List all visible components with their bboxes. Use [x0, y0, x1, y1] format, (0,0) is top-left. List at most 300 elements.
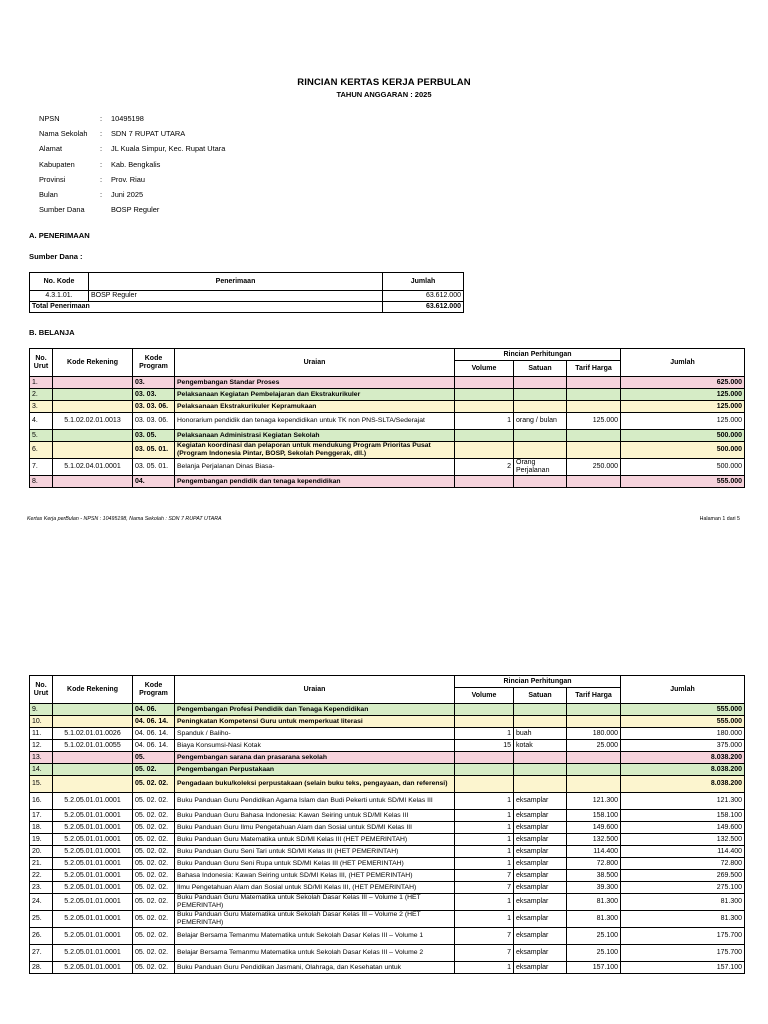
- belanja-row: [30, 389, 745, 401]
- belanja-tarif: 149.600: [567, 822, 621, 834]
- penerimaan-row: [30, 291, 464, 302]
- belanja-tarif: [567, 752, 621, 764]
- belanja-tarif: [567, 776, 621, 793]
- info-label: NPSN: [39, 114, 60, 123]
- belanja-tarif: 72.800: [567, 858, 621, 870]
- belanja-kode-rekening: 5.2.05.01.01.0001: [53, 810, 133, 822]
- belanja-volume: [455, 752, 514, 764]
- belanja-no: 17.: [30, 810, 53, 822]
- header-penerimaan: Penerimaan: [89, 273, 383, 291]
- belanja-volume: [455, 389, 514, 401]
- info-value: SDN 7 RUPAT UTARA: [111, 129, 186, 139]
- info-label: Sumber Dana: [39, 205, 85, 215]
- belanja-satuan: eksamplar: [514, 962, 567, 974]
- belanja-kode-rekening: [53, 476, 133, 488]
- belanja-uraian: Belanja Perjalanan Dinas Biasa-: [175, 459, 455, 476]
- belanja-kode-program: 03. 03.: [133, 389, 175, 401]
- belanja-satuan: [514, 389, 567, 401]
- belanja-kode-program: 05. 02. 02.: [133, 776, 175, 793]
- belanja-no: 27.: [30, 945, 53, 962]
- belanja-no: 28.: [30, 962, 53, 974]
- info-colon: :: [100, 129, 103, 139]
- belanja-kode-program: 03. 05. 01.: [133, 459, 175, 476]
- penerimaan-jumlah: 63.612.000: [383, 291, 464, 302]
- belanja-jumlah: 175.700: [621, 928, 745, 945]
- header-rincian: Rincian Perhitungan: [455, 676, 621, 688]
- belanja-kode-rekening: [53, 764, 133, 776]
- belanja-jumlah: 175.700: [621, 945, 745, 962]
- penerimaan-table: [29, 272, 464, 313]
- belanja-jumlah: 500.000: [621, 442, 745, 459]
- belanja-tarif: 81.300: [567, 894, 621, 911]
- header-uraian: Uraian: [175, 676, 455, 704]
- belanja-no: 26.: [30, 928, 53, 945]
- info-colon: :: [100, 159, 103, 169]
- belanja-tarif: [567, 716, 621, 728]
- belanja-no: 22.: [30, 870, 53, 882]
- header-no-kode: No. Kode: [30, 273, 89, 291]
- belanja-row: [30, 822, 745, 834]
- penerimaan-kode: 4.3.1.01.: [30, 291, 89, 302]
- belanja-uraian: Buku Panduan Guru Matematika untuk SD/MI Kelas III (HET PEMERINTAH): [175, 834, 455, 846]
- belanja-kode-program: 05. 02. 02.: [133, 822, 175, 834]
- section-a-heading: A. PENERIMAAN: [29, 231, 90, 240]
- belanja-kode-program: 03. 03. 06.: [133, 401, 175, 413]
- info-value: BOSP Reguler: [111, 205, 160, 215]
- belanja-body-page2: [30, 704, 745, 974]
- belanja-uraian: Pengembangan Profesi Pendidik dan Tenaga Kependidikan: [175, 704, 455, 716]
- belanja-satuan: eksamplar: [514, 846, 567, 858]
- belanja-kode-program: 05. 02.: [133, 764, 175, 776]
- belanja-kode-program: 04. 06.: [133, 704, 175, 716]
- belanja-kode-rekening: 5.2.05.01.01.0001: [53, 846, 133, 858]
- belanja-tarif: 132.500: [567, 834, 621, 846]
- belanja-uraian: Biaya Konsumsi-Nasi Kotak: [175, 740, 455, 752]
- belanja-uraian: Buku Panduan Guru Matematika untuk Sekolah Dasar Kelas III – Volume 1 (HET PEMERINTAH): [175, 894, 455, 911]
- belanja-jumlah: 125.000: [621, 401, 745, 413]
- belanja-no: 21.: [30, 858, 53, 870]
- belanja-satuan: [514, 377, 567, 389]
- belanja-volume: 7: [455, 882, 514, 894]
- belanja-uraian: Buku Panduan Guru Pendidikan Jasmani, Olahraga, dan Kesehatan untuk: [175, 962, 455, 974]
- header-satuan: Satuan: [514, 361, 567, 377]
- belanja-kode-program: 05. 02. 02.: [133, 945, 175, 962]
- belanja-volume: 1: [455, 962, 514, 974]
- header-kode-rekening: Kode Rekening: [53, 349, 133, 377]
- belanja-volume: 7: [455, 945, 514, 962]
- belanja-kode-rekening: [53, 752, 133, 764]
- belanja-tarif: [567, 377, 621, 389]
- info-value: JL Kuala Simpur, Kec. Rupat Utara: [111, 144, 226, 154]
- penerimaan-header-row: [30, 273, 464, 291]
- belanja-table-page1: [29, 348, 745, 488]
- info-value: Kab. Bengkalis: [111, 159, 161, 169]
- belanja-kode-program: 05. 02. 02.: [133, 810, 175, 822]
- belanja-satuan: eksamplar: [514, 793, 567, 810]
- penerimaan-nama: BOSP Reguler: [89, 291, 383, 302]
- belanja-kode-program: 05. 02. 02.: [133, 962, 175, 974]
- belanja-jumlah: 157.100: [621, 962, 745, 974]
- belanja-kode-rekening: 5.2.05.01.01.0001: [53, 822, 133, 834]
- header-tarif: Tarif Harga: [567, 361, 621, 377]
- belanja-kode-rekening: [53, 704, 133, 716]
- belanja-row: [30, 962, 745, 974]
- belanja-table-page2: [29, 675, 745, 974]
- belanja-satuan: eksamplar: [514, 858, 567, 870]
- total-label: Total Penerimaan: [30, 302, 383, 313]
- belanja-volume: [455, 442, 514, 459]
- belanja-jumlah: 269.500: [621, 870, 745, 882]
- belanja-volume: [455, 764, 514, 776]
- belanja-uraian: Spanduk / Baliho-: [175, 728, 455, 740]
- belanja-uraian: Buku Panduan Guru Ilmu Pengetahuan Alam dan Sosial untuk SD/MI Kelas III: [175, 822, 455, 834]
- belanja-uraian: Bahasa Indonesia: Kawan Seiring untuk SD/MI Kelas III, (HET PEMERINTAH): [175, 870, 455, 882]
- belanja-uraian: Honorarium pendidik dan tenaga kependidikan untuk TK non PNS-SLTA/Sederajat: [175, 413, 455, 430]
- belanja-satuan: [514, 752, 567, 764]
- belanja-kode-rekening: [53, 776, 133, 793]
- info-label: Kabupaten: [39, 159, 75, 169]
- info-colon: :: [100, 189, 103, 199]
- belanja-volume: 1: [455, 911, 514, 928]
- belanja-satuan: kotak: [514, 740, 567, 752]
- belanja-uraian: Pengembangan Standar Proses: [175, 377, 455, 389]
- belanja-uraian: Buku Panduan Guru Seni Rupa untuk SD/MI Kelas III (HET PEMERINTAH): [175, 858, 455, 870]
- belanja-row: [30, 870, 745, 882]
- belanja-volume: 1: [455, 728, 514, 740]
- belanja-uraian: Pelaksanaan Administrasi Kegiatan Sekolah: [175, 430, 455, 442]
- belanja-row: [30, 442, 745, 459]
- report-subtitle: TAHUN ANGGARAN : 2025: [336, 90, 432, 99]
- belanja-tarif: [567, 476, 621, 488]
- belanja-kode-rekening: 5.1.02.02.01.0013: [53, 413, 133, 430]
- belanja-kode-rekening: 5.2.05.01.01.0001: [53, 834, 133, 846]
- belanja-satuan: [514, 764, 567, 776]
- belanja-volume: [455, 401, 514, 413]
- belanja-no: 5.: [30, 430, 53, 442]
- header-kode-rekening: Kode Rekening: [53, 676, 133, 704]
- belanja-jumlah: 625.000: [621, 377, 745, 389]
- belanja-no: 16.: [30, 793, 53, 810]
- belanja-kode-rekening: [53, 442, 133, 459]
- info-label: Alamat: [39, 144, 63, 154]
- belanja-tarif: 180.000: [567, 728, 621, 740]
- info-value: Prov. Riau: [111, 174, 145, 184]
- header-tarif: Tarif Harga: [567, 688, 621, 704]
- belanja-row: [30, 740, 745, 752]
- belanja-row: [30, 764, 745, 776]
- belanja-no: 7.: [30, 459, 53, 476]
- belanja-volume: 1: [455, 793, 514, 810]
- belanja-uraian: Buku Panduan Guru Bahasa Indonesia: Kawan Seiring untuk SD/MI Kelas III: [175, 810, 455, 822]
- belanja-jumlah: 132.500: [621, 834, 745, 846]
- belanja-kode-rekening: [53, 389, 133, 401]
- belanja-kode-rekening: [53, 430, 133, 442]
- belanja-uraian: Buku Panduan Guru Seni Tari untuk SD/MI Kelas III (HET PEMERINTAH): [175, 846, 455, 858]
- belanja-kode-rekening: 5.2.05.01.01.0001: [53, 882, 133, 894]
- belanja-no: 2.: [30, 389, 53, 401]
- belanja-kode-program: 05. 02. 02.: [133, 846, 175, 858]
- belanja-tarif: [567, 401, 621, 413]
- belanja-row: [30, 413, 745, 430]
- belanja-tarif: 157.100: [567, 962, 621, 974]
- belanja-kode-rekening: [53, 401, 133, 413]
- belanja-satuan: eksamplar: [514, 834, 567, 846]
- belanja-uraian: Buku Panduan Guru Matematika untuk Sekolah Dasar Kelas III – Volume 2 (HET PEMERINTAH): [175, 911, 455, 928]
- belanja-kode-rekening: 5.2.05.01.01.0001: [53, 870, 133, 882]
- sumber-dana-heading: Sumber Dana :: [29, 252, 83, 261]
- belanja-row: [30, 716, 745, 728]
- belanja-kode-program: 03. 05.: [133, 430, 175, 442]
- belanja-row: [30, 476, 745, 488]
- belanja-tarif: 158.100: [567, 810, 621, 822]
- belanja-satuan: [514, 476, 567, 488]
- belanja-volume: [455, 716, 514, 728]
- belanja-tarif: 81.300: [567, 911, 621, 928]
- belanja-no: 25.: [30, 911, 53, 928]
- belanja-row: [30, 810, 745, 822]
- belanja-kode-program: 05. 02. 02.: [133, 793, 175, 810]
- belanja-satuan: [514, 430, 567, 442]
- belanja-volume: [455, 776, 514, 793]
- header-no-urut: No. Urut: [30, 349, 53, 377]
- belanja-row: [30, 846, 745, 858]
- belanja-kode-program: 04. 06. 14.: [133, 716, 175, 728]
- belanja-volume: 1: [455, 846, 514, 858]
- belanja-volume: 1: [455, 858, 514, 870]
- total-value: 63.612.000: [383, 302, 464, 313]
- belanja-kode-rekening: 5.1.02.01.01.0026: [53, 728, 133, 740]
- info-label: Provinsi: [39, 174, 66, 184]
- belanja-volume: 1: [455, 413, 514, 430]
- header-volume: Volume: [455, 361, 514, 377]
- belanja-satuan: eksamplar: [514, 928, 567, 945]
- belanja-kode-program: 05. 02. 02.: [133, 928, 175, 945]
- belanja-tarif: 121.300: [567, 793, 621, 810]
- belanja-uraian: Pelaksanaan Ekstrakurikuler Kepramukaan: [175, 401, 455, 413]
- belanja-uraian: Belajar Bersama Temanmu Matematika untuk Sekolah Dasar Kelas III – Volume 1: [175, 928, 455, 945]
- header-jumlah: Jumlah: [383, 273, 464, 291]
- info-label: Nama Sekolah: [39, 129, 88, 139]
- belanja-tarif: 38.500: [567, 870, 621, 882]
- belanja-no: 9.: [30, 704, 53, 716]
- penerimaan-total-row: [30, 302, 464, 313]
- belanja-satuan: eksamplar: [514, 945, 567, 962]
- belanja-satuan: orang / bulan: [514, 413, 567, 430]
- belanja-satuan: [514, 442, 567, 459]
- belanja-header-row: [30, 349, 745, 361]
- belanja-row: [30, 834, 745, 846]
- belanja-kode-program: 04.: [133, 476, 175, 488]
- belanja-kode-rekening: 5.2.05.01.01.0001: [53, 928, 133, 945]
- belanja-volume: 15: [455, 740, 514, 752]
- belanja-satuan: buah: [514, 728, 567, 740]
- belanja-header-row: [30, 676, 745, 688]
- belanja-satuan: eksamplar: [514, 882, 567, 894]
- belanja-volume: 1: [455, 822, 514, 834]
- belanja-kode-rekening: 5.2.05.01.01.0001: [53, 793, 133, 810]
- belanja-row: [30, 945, 745, 962]
- belanja-kode-program: 04. 06. 14.: [133, 740, 175, 752]
- belanja-satuan: [514, 776, 567, 793]
- belanja-row: [30, 882, 745, 894]
- belanja-jumlah: 72.800: [621, 858, 745, 870]
- belanja-volume: 1: [455, 894, 514, 911]
- belanja-row: [30, 430, 745, 442]
- belanja-kode-rekening: [53, 377, 133, 389]
- report-title: RINCIAN KERTAS KERJA PERBULAN: [297, 77, 471, 88]
- header-rincian: Rincian Perhitungan: [455, 349, 621, 361]
- belanja-jumlah: 375.000: [621, 740, 745, 752]
- belanja-volume: [455, 430, 514, 442]
- belanja-row: [30, 459, 745, 476]
- header-satuan: Satuan: [514, 688, 567, 704]
- belanja-volume: 7: [455, 870, 514, 882]
- belanja-satuan: [514, 704, 567, 716]
- belanja-jumlah: 121.300: [621, 793, 745, 810]
- belanja-kode-rekening: 5.1.02.04.01.0001: [53, 459, 133, 476]
- belanja-uraian: Pengembangan pendidik dan tenaga kependidikan: [175, 476, 455, 488]
- belanja-kode-rekening: [53, 716, 133, 728]
- header-kode-program: Kode Program: [133, 349, 175, 377]
- belanja-no: 12.: [30, 740, 53, 752]
- belanja-kode-program: 05. 02. 02.: [133, 870, 175, 882]
- belanja-no: 8.: [30, 476, 53, 488]
- belanja-tarif: 250.000: [567, 459, 621, 476]
- belanja-tarif: [567, 704, 621, 716]
- belanja-tarif: 25.100: [567, 945, 621, 962]
- header-volume: Volume: [455, 688, 514, 704]
- belanja-jumlah: 555.000: [621, 704, 745, 716]
- belanja-no: 19.: [30, 834, 53, 846]
- belanja-row: [30, 858, 745, 870]
- belanja-jumlah: 158.100: [621, 810, 745, 822]
- belanja-kode-program: 05. 02. 02.: [133, 882, 175, 894]
- belanja-volume: 1: [455, 834, 514, 846]
- belanja-volume: [455, 704, 514, 716]
- belanja-kode-program: 05. 02. 02.: [133, 911, 175, 928]
- belanja-kode-program: 05.: [133, 752, 175, 764]
- belanja-row: [30, 704, 745, 716]
- belanja-jumlah: 8.038.200: [621, 776, 745, 793]
- belanja-no: 18.: [30, 822, 53, 834]
- belanja-row: [30, 894, 745, 911]
- belanja-jumlah: 81.300: [621, 894, 745, 911]
- belanja-kode-program: 03.: [133, 377, 175, 389]
- belanja-jumlah: 8.038.200: [621, 764, 745, 776]
- belanja-kode-rekening: 5.2.05.01.01.0001: [53, 858, 133, 870]
- belanja-kode-program: 03. 05. 01.: [133, 442, 175, 459]
- belanja-tarif: [567, 430, 621, 442]
- belanja-jumlah: 180.000: [621, 728, 745, 740]
- belanja-no: 11.: [30, 728, 53, 740]
- belanja-jumlah: 8.038.200: [621, 752, 745, 764]
- header-kode-program: Kode Program: [133, 676, 175, 704]
- belanja-satuan: eksamplar: [514, 810, 567, 822]
- belanja-jumlah: 500.000: [621, 430, 745, 442]
- belanja-kode-rekening: 5.1.02.01.01.0055: [53, 740, 133, 752]
- belanja-tarif: [567, 442, 621, 459]
- belanja-row: [30, 776, 745, 793]
- footer-right: Halaman 1 dari 5: [699, 516, 740, 522]
- belanja-tarif: [567, 389, 621, 401]
- belanja-row: [30, 401, 745, 413]
- header-jumlah: Jumlah: [621, 349, 745, 377]
- belanja-no: 6.: [30, 442, 53, 459]
- belanja-uraian: Pengembangan sarana dan prasarana sekolah: [175, 752, 455, 764]
- belanja-jumlah: 81.300: [621, 911, 745, 928]
- belanja-volume: 2: [455, 459, 514, 476]
- belanja-satuan: eksamplar: [514, 894, 567, 911]
- belanja-row: [30, 928, 745, 945]
- info-value: Juni 2025: [111, 189, 144, 199]
- belanja-uraian: Pengembangan Perpustakaan: [175, 764, 455, 776]
- belanja-satuan: Orang Perjalanan: [514, 459, 567, 476]
- belanja-tarif: 125.000: [567, 413, 621, 430]
- belanja-uraian: Ilmu Pengetahuan Alam dan Sosial untuk SD/MI Kelas III, (HET PEMERINTAH): [175, 882, 455, 894]
- header-uraian: Uraian: [175, 349, 455, 377]
- belanja-no: 24.: [30, 894, 53, 911]
- belanja-kode-program: 05. 02. 02.: [133, 894, 175, 911]
- belanja-jumlah: 149.600: [621, 822, 745, 834]
- belanja-jumlah: 555.000: [621, 476, 745, 488]
- info-label: Bulan: [39, 189, 58, 199]
- section-b-heading: B. BELANJA: [29, 328, 75, 337]
- belanja-tarif: 25.100: [567, 928, 621, 945]
- belanja-jumlah: 114.400: [621, 846, 745, 858]
- belanja-volume: 7: [455, 928, 514, 945]
- belanja-no: 20.: [30, 846, 53, 858]
- belanja-jumlah: 500.000: [621, 459, 745, 476]
- footer-left: Kertas Kerja perBulan - NPSN : 10495198, Nama Sekolah : SDN 7 RUPAT UTARA: [27, 516, 222, 522]
- header-jumlah: Jumlah: [621, 676, 745, 704]
- belanja-volume: [455, 476, 514, 488]
- belanja-tarif: 39.300: [567, 882, 621, 894]
- belanja-jumlah: 125.000: [621, 413, 745, 430]
- info-colon: :: [100, 174, 103, 184]
- belanja-uraian: Pelaksanaan Kegiatan Pembelajaran dan Ekstrakurikuler: [175, 389, 455, 401]
- belanja-uraian: Peningkatan Kompetensi Guru untuk memperkuat literasi: [175, 716, 455, 728]
- belanja-uraian: Buku Panduan Guru Pendidikan Agama Islam dan Budi Pekerti untuk SD/MI Kelas III: [175, 793, 455, 810]
- belanja-row: [30, 728, 745, 740]
- belanja-row: [30, 752, 745, 764]
- belanja-kode-program: 04. 06. 14.: [133, 728, 175, 740]
- belanja-kode-rekening: 5.2.05.01.01.0001: [53, 945, 133, 962]
- belanja-tarif: [567, 764, 621, 776]
- info-value: 10495198: [111, 114, 144, 123]
- belanja-row: [30, 377, 745, 389]
- belanja-no: 15.: [30, 776, 53, 793]
- belanja-satuan: eksamplar: [514, 911, 567, 928]
- belanja-row: [30, 911, 745, 928]
- belanja-uraian: Kegiatan koordinasi dan pelaporan untuk mendukung Program Prioritas Pusat (Program Indonesia Pintar, BOSP, Sekolah Penggerak, dll.): [175, 442, 455, 459]
- belanja-no: 13.: [30, 752, 53, 764]
- belanja-satuan: [514, 401, 567, 413]
- belanja-satuan: [514, 716, 567, 728]
- belanja-jumlah: 125.000: [621, 389, 745, 401]
- belanja-volume: [455, 377, 514, 389]
- belanja-row: [30, 793, 745, 810]
- info-colon: :: [100, 114, 103, 123]
- belanja-uraian: Pengadaan buku/koleksi perpustakaan (selain buku teks, pengayaan, dan referensi): [175, 776, 455, 793]
- belanja-satuan: eksamplar: [514, 870, 567, 882]
- belanja-volume: 1: [455, 810, 514, 822]
- belanja-uraian: Belajar Bersama Temanmu Matematika untuk Sekolah Dasar Kelas III – Volume 2: [175, 945, 455, 962]
- belanja-no: 14.: [30, 764, 53, 776]
- belanja-body-page1: [30, 377, 745, 488]
- belanja-kode-program: 03. 03. 06.: [133, 413, 175, 430]
- belanja-kode-program: 05. 02. 02.: [133, 834, 175, 846]
- belanja-no: 4.: [30, 413, 53, 430]
